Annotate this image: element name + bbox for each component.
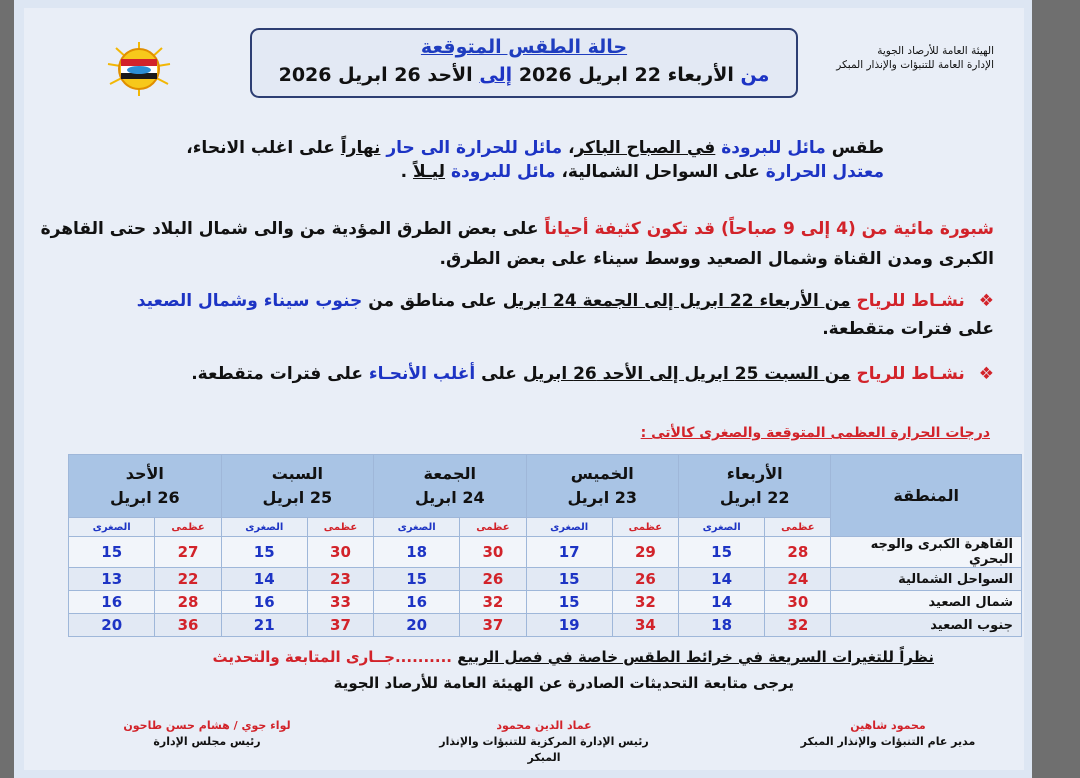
signer-name: لواء جوي / هشام حسن طاحون [123,719,291,732]
text: . [400,162,408,182]
text: على السواحل الشمالية، [561,162,760,182]
table-row [69,614,1022,637]
text: على اغلب الانحاء، [186,138,335,158]
org-name: الهيئة العامة للأرصاد الجوية [877,45,994,57]
text: في الصباح الباكر [574,138,716,158]
update-note [212,648,934,666]
min-label: الصغرى [678,518,764,537]
min-temp: 14 [678,591,764,614]
min-temp: 19 [526,614,612,637]
region-column-header: المنطقة [831,455,1022,537]
max-temp: 37 [460,614,526,637]
min-temp: 17 [526,537,612,568]
text: على [481,364,517,384]
text: على فترات متقطعة. [822,319,994,339]
text: من الأربعاء 22 ابريل إلى الجمعة 24 ابريل [502,291,851,311]
min-label: الصغرى [526,518,612,537]
max-temp: 28 [765,537,831,568]
max-label: عظمى [460,518,526,537]
period-start: الأربعاء 22 ابريل 2026 [518,64,734,86]
text: نشـاط للرياح [856,291,965,311]
table-row [69,591,1022,614]
temperature-table [68,454,1022,637]
day-header: الأربعاء 22 ابريل [678,455,830,518]
text: نظراً للتغيرات السريعة في خرائط الطقس خاصة في فصل الربيع [457,648,934,666]
max-temp: 32 [460,591,526,614]
period-from: من [740,64,770,86]
min-temp: 18 [678,614,764,637]
min-label: الصغرى [69,518,155,537]
max-temp: 36 [155,614,221,637]
page-title: حالة الطقس المتوقعة [420,36,628,58]
min-temp: 15 [678,537,764,568]
day-header: السبت 25 ابريل [221,455,373,518]
min-label: الصغرى [221,518,307,537]
title-box [250,28,798,98]
min-temp: 16 [221,591,307,614]
min-temp: 15 [69,537,155,568]
max-label: عظمى [155,518,221,537]
min-label: الصغرى [374,518,460,537]
wind-bullet-2 [34,360,994,388]
document-body [24,8,1024,770]
region-name: السواحل الشمالية [831,568,1022,591]
fog-areas: على بعض الطرق المؤدية من والى شمال البلاد حتى القاهرة الكبرى ومدن القناة وشمال الصعيد ووسط سيناء على بعض الطرق. [40,219,994,269]
text: معتدل الحرارة [765,162,884,182]
max-temp: 30 [307,537,373,568]
text: طقس [831,138,884,158]
table-row [69,568,1022,591]
max-temp: 30 [765,591,831,614]
signature-block [122,718,292,750]
min-temp: 20 [69,614,155,637]
day-header: الخميس 23 ابريل [526,455,678,518]
text: ليـلاً [412,162,446,182]
diamond-bullet-icon: ❖ [978,291,994,311]
region-name: القاهرة الكبرى والوجه البحري [831,537,1022,568]
max-label: عظمى [765,518,831,537]
text: أغلب الأنحـاء [368,364,476,384]
max-temp: 23 [307,568,373,591]
general-weather-paragraph [186,136,884,184]
text: مائل للبرودة [721,138,826,158]
min-temp: 18 [374,537,460,568]
max-temp: 34 [612,614,678,637]
max-temp: 27 [155,537,221,568]
document-page [14,0,1032,778]
signer-name: محمود شاهين [850,719,926,732]
fog-paragraph [34,214,994,274]
max-temp: 24 [765,568,831,591]
text: على مناطق من [368,291,497,311]
diamond-bullet-icon: ❖ [978,364,994,384]
period-to: إلى [479,64,513,86]
max-temp: 22 [155,568,221,591]
min-temp: 21 [221,614,307,637]
max-temp: 32 [612,591,678,614]
forecast-period [252,61,796,89]
max-label: عظمى [612,518,678,537]
min-temp: 14 [221,568,307,591]
temperature-section-title: درجات الحرارة العظمى المتوقعة والصغرى كالأتى : [640,425,990,441]
max-temp: 29 [612,537,678,568]
min-temp: 20 [374,614,460,637]
text: ..........جــارى المتابعة والتحديث [212,648,452,666]
period-end: الأحد 26 ابريل 2026 [278,64,473,86]
min-temp: 16 [374,591,460,614]
min-temp: 15 [526,591,612,614]
signature-block [788,718,988,750]
max-temp: 32 [765,614,831,637]
text: نشـاط للرياح [856,364,965,384]
region-name: جنوب الصعيد [831,614,1022,637]
signature-block [424,718,664,766]
min-temp: 15 [374,568,460,591]
region-name: شمال الصعيد [831,591,1022,614]
fog-warning: شبورة مائية من (4 إلى 9 صباحاً) قد تكون كثيفة أحياناً [544,219,994,239]
wind-bullet-1 [34,287,994,343]
max-label: عظمى [307,518,373,537]
text: ، [562,138,575,158]
text: على فترات متقطعة. [191,364,363,384]
organization-header [836,44,994,72]
day-header: الأحد 26 ابريل [69,455,222,518]
text: من السبت 25 ابريل إلى الأحد 26 ابريل [522,364,851,384]
min-temp: 13 [69,568,155,591]
table-row [69,537,1022,568]
max-temp: 37 [307,614,373,637]
follow-note: يرجى متابعة التحديثات الصادرة عن الهيئة العامة للأرصاد الجوية [333,674,794,692]
signer-title: رئيس الإدارة المركزية للتنبؤات والإنذار المبكر [439,735,649,764]
min-temp: 16 [69,591,155,614]
meteorological-logo-icon [104,40,174,98]
signer-name: عماد الدين محمود [496,719,592,732]
min-temp: 14 [678,568,764,591]
text: نهاراً [340,138,381,158]
signer-title: مدير عام التنبؤات والإنذار المبكر [800,735,976,748]
text: جنوب سيناء وشمال الصعيد [136,291,363,311]
text: مائل للحرارة الى حار [386,138,563,158]
min-temp: 15 [221,537,307,568]
max-temp: 33 [307,591,373,614]
org-department: الإدارة العامة للتنبؤات والإنذار المبكر [836,59,994,71]
max-temp: 30 [460,537,526,568]
max-temp: 26 [460,568,526,591]
max-temp: 28 [155,591,221,614]
min-temp: 15 [526,568,612,591]
signer-title: رئيس مجلس الإدارة [153,735,261,748]
max-temp: 26 [612,568,678,591]
day-header: الجمعة 24 ابريل [374,455,526,518]
text: مائل للبرودة [450,162,556,182]
